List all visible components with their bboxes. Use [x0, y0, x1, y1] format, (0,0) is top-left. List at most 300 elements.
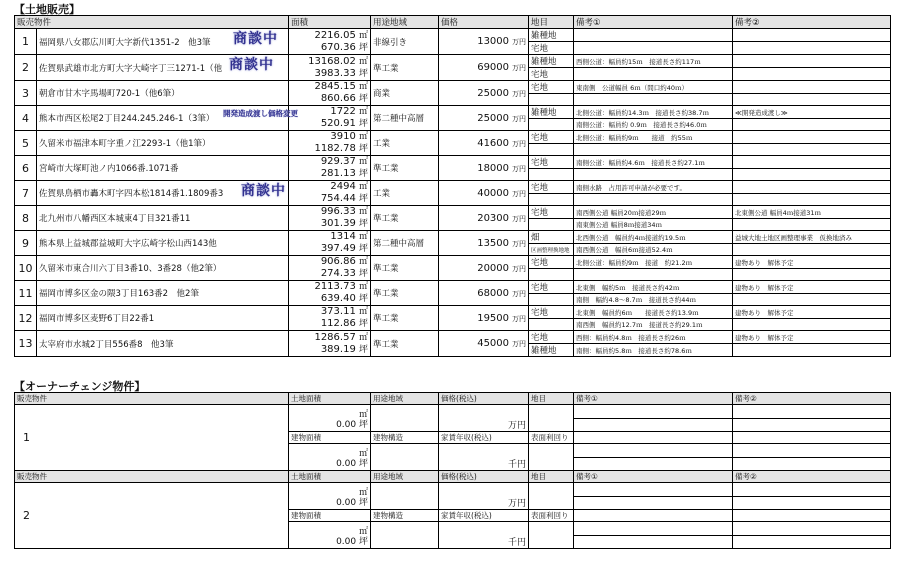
note2-line1: 建物あり 解体予定 [733, 281, 891, 294]
chimoku-value [529, 483, 574, 510]
owner-item-number: 2 [15, 483, 289, 549]
owner-row [15, 405, 891, 419]
price-value: 25000 [477, 112, 510, 124]
note2-line2 [733, 194, 891, 206]
price-cell [439, 29, 529, 55]
header-area: 面積 [289, 16, 371, 29]
unit-tsubo: 坪 [359, 169, 369, 179]
land-row [15, 156, 891, 169]
note1-line2: 南側 幅約4.8〜8.7ｍ 接道長さ約44ｍ [574, 294, 733, 306]
chimoku-2 [529, 294, 574, 306]
area-cell [289, 181, 371, 206]
zone-cell: 非線引き [371, 29, 439, 55]
note2-line2 [733, 68, 891, 81]
unit-tsubo: 坪 [359, 319, 369, 329]
rent-unit: 千円 [507, 460, 526, 470]
note1-line1: 南西側公道 幅員20ｍ接道29ｍ [574, 206, 733, 219]
area-tsubo: 754.44 [320, 193, 356, 204]
address-text: 福岡県八女郡広川町大字新代1351-2 他3筆 [39, 37, 211, 48]
property-address [37, 156, 289, 181]
unit-tsubo: 坪 [359, 219, 369, 229]
unit-m2: ㎡ [359, 332, 369, 343]
area-tsubo: 112.86 [320, 318, 356, 329]
property-address [37, 106, 298, 131]
bldg-area-value [289, 444, 371, 471]
price-unit: 万円 [512, 38, 527, 46]
land-row [15, 131, 891, 144]
area-tsubo: 301.39 [320, 218, 356, 229]
area-cell [289, 29, 371, 55]
header-item: 販売物件 [15, 16, 289, 29]
chimoku-1: 雑種地 [529, 29, 574, 42]
price-value [439, 405, 529, 432]
area-cell [289, 231, 371, 256]
status-badge: 商談中 [229, 57, 274, 73]
price-cell [439, 256, 529, 281]
rent-value [439, 522, 529, 549]
owner-header-row [15, 393, 891, 405]
property-address [37, 306, 289, 331]
chimoku-1: 宅地 [529, 131, 574, 144]
note1-line [574, 444, 733, 458]
note1-line2 [574, 68, 733, 81]
row-number: 10 [15, 256, 37, 281]
price-cell [439, 231, 529, 256]
area-m2: 906.86 [320, 256, 356, 267]
owner-header-note2: 備考② [733, 393, 891, 405]
address-text: 熊本市西区松尾2丁目244.245.246-1（3筆） [39, 114, 215, 124]
note2-line2 [733, 294, 891, 306]
price-value [439, 483, 529, 510]
price-value: 68000 [477, 287, 510, 299]
note1-line [574, 535, 733, 549]
note1-line1: 南側公道：幅員約4.6ｍ 接道長さ約27.1ｍ [574, 156, 733, 169]
zone-cell: 準工業 [371, 306, 439, 331]
unit-m2: ㎡ [359, 56, 369, 67]
area-m2: 1286.57 [314, 331, 356, 343]
unit-m2: ㎡ [359, 107, 369, 117]
note2-line [733, 496, 891, 510]
chimoku-2: 雑種地 [529, 344, 574, 357]
area-tsubo: 274.33 [320, 268, 356, 279]
area-tsubo: 860.66 [320, 93, 356, 104]
area-m2: 1722 [330, 106, 356, 117]
note1-line2 [574, 94, 733, 106]
area-tsubo: 520.91 [320, 118, 356, 129]
land-area-value [289, 405, 371, 432]
property-address [37, 181, 289, 206]
owner-header-chimoku: 地目 [529, 471, 574, 483]
price-cell [439, 281, 529, 306]
price-unit: 万円 [507, 421, 526, 431]
unit-m2: ㎡ [359, 30, 369, 41]
note1-line [574, 418, 733, 432]
property-address [37, 331, 289, 357]
zone-cell: 準工業 [371, 281, 439, 306]
area-cell [289, 131, 371, 156]
area-tsubo: 0.00 [336, 498, 357, 508]
area-m2: 2216.05 [314, 29, 356, 41]
chimoku-1: 雑種地 [529, 55, 574, 68]
zone-value [371, 483, 439, 510]
note2-line1 [733, 55, 891, 68]
unit-tsubo: 坪 [359, 244, 369, 254]
note2-line1: 北東側公道 幅員4ｍ接道31ｍ [733, 206, 891, 219]
land-row [15, 256, 891, 269]
note1-line2: 南側公道：幅員約 0.9ｍ 接道長さ約46.0ｍ [574, 119, 733, 131]
price-unit: 万円 [512, 64, 527, 72]
note1-line2 [574, 169, 733, 181]
land-row [15, 55, 891, 68]
row-number: 4 [15, 106, 37, 131]
unit-tsubo: 坪 [358, 459, 368, 469]
note2-line2 [733, 94, 891, 106]
chimoku-2 [529, 219, 574, 231]
area-cell [289, 156, 371, 181]
property-address [37, 281, 289, 306]
row-number: 11 [15, 281, 37, 306]
area-tsubo: 1182.78 [314, 143, 356, 154]
structure-value [371, 444, 439, 471]
note1-line1: 北東側 幅約5ｍ 接道長さ約42ｍ [574, 281, 733, 294]
owner-header-note1: 備考① [574, 393, 733, 405]
unit-m2: ㎡ [359, 157, 369, 167]
price-value: 25000 [477, 87, 510, 99]
zone-cell: 準工業 [371, 55, 439, 81]
owner-section-title: 【オーナーチェンジ物件】 [14, 380, 146, 393]
unit-tsubo: 坪 [359, 194, 369, 204]
unit-tsubo: 坪 [359, 144, 369, 154]
note2-line1 [733, 131, 891, 144]
note2-line [733, 432, 891, 444]
zone-cell: 準工業 [371, 206, 439, 231]
price-unit: 万円 [512, 314, 527, 323]
price-unit: 万円 [512, 164, 527, 173]
price-value: 18000 [477, 162, 510, 174]
note1-line [574, 405, 733, 419]
yield-label: 表面利回り [529, 432, 574, 444]
zone-cell: 工業 [371, 131, 439, 156]
zone-cell: 準工業 [371, 256, 439, 281]
chimoku-2: 区画整理換地地 [529, 244, 574, 256]
chimoku-2 [529, 169, 574, 181]
area-tsubo: 3983.33 [314, 67, 356, 79]
row-number: 6 [15, 156, 37, 181]
property-address [37, 55, 289, 81]
note1-line1: 北側公道：幅員約14.3ｍ 接道長さ約38.7ｍ [574, 106, 733, 119]
zone-cell: 第二種中高層 [371, 106, 439, 131]
unit-tsubo: 坪 [359, 68, 369, 79]
unit-tsubo: 坪 [359, 42, 369, 53]
note1-line2 [574, 42, 733, 55]
unit-m2: ㎡ [358, 449, 368, 459]
owner-header-item: 販売物件 [15, 471, 289, 483]
land-area-value [289, 483, 371, 510]
land-row [15, 331, 891, 344]
area-cell [289, 331, 371, 357]
area-cell [289, 306, 371, 331]
price-value: 19500 [477, 312, 510, 324]
note1-line [574, 483, 733, 497]
header-price: 価格 [439, 16, 529, 29]
note1-line2 [574, 269, 733, 281]
zone-cell: 準工業 [371, 156, 439, 181]
note1-line1: 北東側 幅員約6ｍ 接道長さ約13.9ｍ [574, 306, 733, 319]
note2-line1 [733, 156, 891, 169]
row-number: 3 [15, 81, 37, 106]
address-text: 久留米市東合川六丁目3番10、3番28（他2筆） [39, 264, 222, 274]
address-text: 佐賀県武雄市北方町大字大崎字丁三1271-1（他 [39, 63, 223, 74]
area-m2: 2494 [330, 181, 356, 192]
row-number: 1 [15, 29, 37, 55]
owner-header-item: 販売物件 [15, 393, 289, 405]
owner-header-chimoku: 地目 [529, 393, 574, 405]
row-number: 7 [15, 181, 37, 206]
zone-value [371, 405, 439, 432]
address-text: 福岡市博多区麦野6丁目22番1 [39, 314, 155, 324]
address-text: 朝倉市甘木字馬場町720-1（他6筆） [39, 89, 180, 99]
header-chimoku: 地目 [529, 16, 574, 29]
area-m2: 373.11 [320, 306, 356, 317]
zone-cell: 第二種中高層 [371, 231, 439, 256]
price-unit: 万円 [512, 289, 527, 298]
chimoku-2 [529, 194, 574, 206]
price-unit: 万円 [507, 499, 526, 509]
area-m2: 13168.02 [308, 55, 356, 67]
note2-line [733, 405, 891, 419]
note1-line [574, 496, 733, 510]
structure-label: 建物構造 [371, 432, 439, 444]
note2-line1 [733, 81, 891, 94]
owner-header-row [15, 471, 891, 483]
unit-tsubo: 坪 [359, 94, 369, 104]
note1-line1: 南側水路 占用許可申請が必要です。 [574, 181, 733, 194]
note2-line2 [733, 219, 891, 231]
structure-value [371, 522, 439, 549]
chimoku-1: 雑種地 [529, 106, 574, 119]
note1-line1: 北西側公道 幅員約4ｍ接道約19.5ｍ [574, 231, 733, 244]
header-note2: 備考② [733, 16, 891, 29]
owner-header-zone: 用途地域 [371, 471, 439, 483]
land-header-row [15, 16, 891, 29]
price-value: 41600 [477, 137, 510, 149]
chimoku-1: 宅地 [529, 281, 574, 294]
price-value: 13500 [477, 237, 510, 249]
chimoku-2 [529, 119, 574, 131]
owner-row [15, 483, 891, 497]
price-cell [439, 331, 529, 357]
owner-header-land-area: 土地面積 [289, 471, 371, 483]
chimoku-2 [529, 94, 574, 106]
area-tsubo: 639.40 [320, 293, 356, 304]
unit-tsubo: 坪 [358, 537, 368, 547]
land-row [15, 29, 891, 42]
rent-unit: 千円 [507, 538, 526, 548]
chimoku-value [529, 405, 574, 432]
area-cell [289, 106, 371, 131]
note2-line1: 建物あり 解体予定 [733, 331, 891, 344]
price-unit: 万円 [512, 264, 527, 273]
chimoku-2: 宅地 [529, 68, 574, 81]
unit-m2: ㎡ [359, 282, 369, 292]
area-m2: 3910 [330, 131, 356, 142]
price-unit: 万円 [512, 114, 527, 123]
note1-line1: 西側公道：幅員約15ｍ 接道長さ約117ｍ [574, 55, 733, 68]
note2-line2 [733, 319, 891, 331]
chimoku-1: 宅地 [529, 181, 574, 194]
zone-cell: 商業 [371, 81, 439, 106]
area-m2: 2845.15 [314, 81, 356, 92]
owner-header-note2: 備考② [733, 471, 891, 483]
address-text: 久留米市福津本町字重ノ江2293-1（他1筆） [39, 139, 211, 149]
note2-line2 [733, 169, 891, 181]
chimoku-1: 畑 [529, 231, 574, 244]
address-text: 北九州市八幡西区本城東4丁目321番11 [39, 214, 191, 224]
price-unit: 万円 [512, 214, 527, 223]
price-unit: 万円 [512, 340, 527, 348]
land-row [15, 206, 891, 219]
chimoku-2: 宅地 [529, 42, 574, 55]
price-cell [439, 131, 529, 156]
chimoku-1: 宅地 [529, 81, 574, 94]
status-badge: 商談中 [241, 183, 286, 199]
price-cell [439, 55, 529, 81]
chimoku-1: 宅地 [529, 331, 574, 344]
area-tsubo: 0.00 [336, 537, 357, 547]
owner-header-price: 価格(税込) [439, 471, 529, 483]
bldg-area-value [289, 522, 371, 549]
note1-line [574, 510, 733, 522]
area-tsubo: 670.36 [320, 41, 356, 53]
price-cell [439, 106, 529, 131]
row-number: 2 [15, 55, 37, 81]
area-tsubo: 0.00 [336, 459, 357, 469]
note1-line2: 南側：幅員約5.8ｍ 接道長さ約78.6ｍ [574, 344, 733, 357]
owner-header-note1: 備考① [574, 471, 733, 483]
price-cell [439, 206, 529, 231]
note1-line2: 南西側公道 幅員6ｍ接道52.4ｍ [574, 244, 733, 256]
note2-line1 [733, 29, 891, 42]
note2-line [733, 483, 891, 497]
note2-line2 [733, 144, 891, 156]
note1-line [574, 432, 733, 444]
land-section-title: 【土地販売】 [14, 3, 80, 16]
price-value: 20300 [477, 212, 510, 224]
address-text: 佐賀県鳥栖市轟木町字四本松1814番1.1809番3 [39, 189, 224, 199]
price-unit: 万円 [512, 239, 527, 248]
area-m2: 929.37 [320, 156, 356, 167]
area-tsubo: 281.13 [320, 168, 356, 179]
property-address [37, 206, 289, 231]
address-text: 熊本県上益城郡益城町大字広崎字松山西143他 [39, 239, 217, 249]
price-cell [439, 306, 529, 331]
chimoku-2 [529, 269, 574, 281]
unit-tsubo: 坪 [359, 294, 369, 304]
status-badge: 商談中 [233, 31, 278, 47]
rent-label: 家賃年収(税込) [439, 432, 529, 444]
land-row [15, 106, 891, 119]
chimoku-1: 宅地 [529, 206, 574, 219]
note1-line2: 南東側公道 幅員8ｍ接道34ｍ [574, 219, 733, 231]
owner-header-price: 価格(税込) [439, 393, 529, 405]
note2-line [733, 510, 891, 522]
unit-m2: ㎡ [358, 527, 368, 537]
unit-m2: ㎡ [359, 207, 369, 217]
note1-line [574, 522, 733, 536]
note2-line1: 建物あり 解体予定 [733, 256, 891, 269]
note2-line1 [733, 181, 891, 194]
owner-header-zone: 用途地域 [371, 393, 439, 405]
address-text: 太宰府市水城2丁目556番8 他3筆 [39, 339, 174, 350]
unit-tsubo: 坪 [358, 420, 368, 430]
area-tsubo: 0.00 [336, 420, 357, 430]
note2-line2 [733, 119, 891, 131]
note2-line [733, 535, 891, 549]
unit-m2: ㎡ [359, 182, 369, 192]
area-cell [289, 256, 371, 281]
note2-line1: 益城大地土地区画整理事業 仮換地済み [733, 231, 891, 244]
unit-m2: ㎡ [359, 132, 369, 142]
area-cell [289, 55, 371, 81]
chimoku-2 [529, 144, 574, 156]
unit-m2: ㎡ [359, 232, 369, 242]
row-number: 5 [15, 131, 37, 156]
unit-m2: ㎡ [358, 488, 368, 498]
area-cell [289, 281, 371, 306]
address-text: 宮崎市大塚町池ノ内1066番.1071番 [39, 164, 179, 174]
note2-line1: 建物あり 解体予定 [733, 306, 891, 319]
land-row [15, 181, 891, 194]
header-zone: 用途地域 [371, 16, 439, 29]
price-cell [439, 81, 529, 106]
bldg-area-label: 建物面積 [289, 510, 371, 522]
row-number: 12 [15, 306, 37, 331]
price-cell [439, 156, 529, 181]
area-m2: 996.33 [320, 206, 356, 217]
zone-cell: 工業 [371, 181, 439, 206]
note2-line1: ≪開発造成渡し≫ [733, 106, 891, 119]
property-address [37, 131, 289, 156]
price-value: 69000 [477, 62, 510, 73]
unit-tsubo: 坪 [359, 119, 369, 129]
note1-line [574, 457, 733, 471]
note1-line1 [574, 29, 733, 42]
row-number: 9 [15, 231, 37, 256]
note1-line1: 東南側 公道幅員 6ｍ（間口約40ｍ） [574, 81, 733, 94]
yield-label: 表面利回り [529, 510, 574, 522]
bldg-area-label: 建物面積 [289, 432, 371, 444]
unit-tsubo: 坪 [359, 269, 369, 279]
price-value: 40000 [477, 187, 510, 199]
note2-line2 [733, 269, 891, 281]
area-m2: 1314 [330, 231, 356, 242]
note1-line2: 南西側 幅員約12.7ｍ 接道長さ約29.1ｍ [574, 319, 733, 331]
land-row [15, 306, 891, 319]
unit-m2: ㎡ [359, 307, 369, 317]
area-m2: 2113.73 [314, 281, 356, 292]
land-row [15, 81, 891, 94]
price-unit: 万円 [512, 139, 527, 148]
chimoku-2 [529, 319, 574, 331]
note2-line [733, 522, 891, 536]
price-unit: 万円 [512, 189, 527, 198]
unit-tsubo: 坪 [358, 498, 368, 508]
area-tsubo: 397.49 [320, 243, 356, 254]
property-address [37, 231, 289, 256]
unit-tsubo: 坪 [359, 344, 369, 355]
land-table [14, 15, 891, 357]
land-row [15, 281, 891, 294]
